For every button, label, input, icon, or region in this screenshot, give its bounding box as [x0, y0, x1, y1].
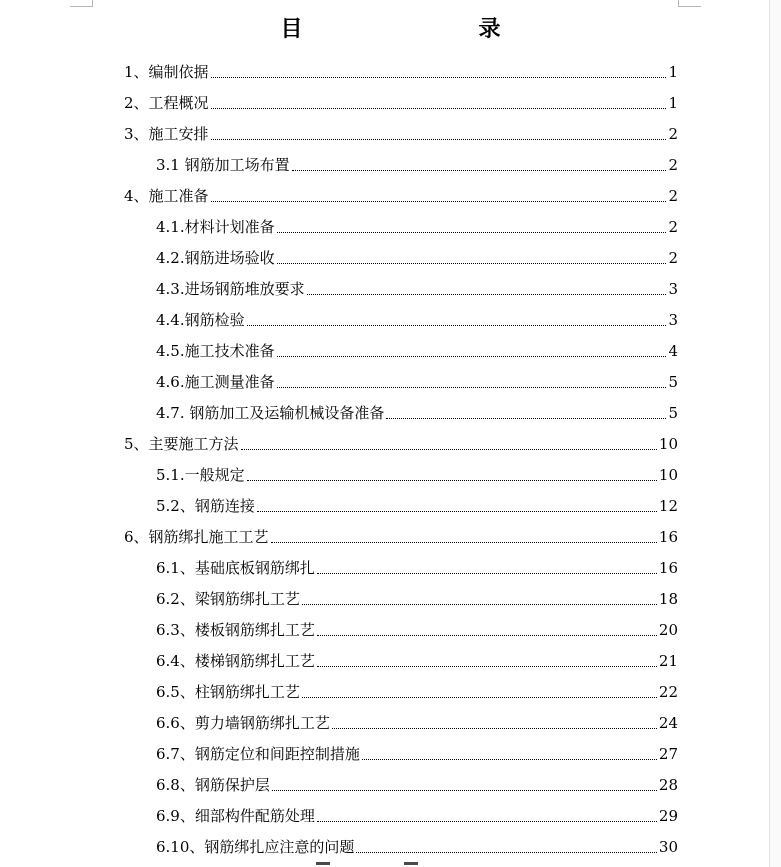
toc-page-number[interactable]: 22: [658, 683, 678, 701]
toc-page-number[interactable]: 16: [658, 528, 678, 546]
toc-entry[interactable]: [156, 335, 678, 366]
toc-entry[interactable]: [156, 459, 678, 490]
toc-entry[interactable]: [156, 676, 678, 707]
toc-entry[interactable]: [156, 769, 678, 800]
toc-page-number[interactable]: 1: [668, 94, 678, 112]
toc-entry-label[interactable]: 6.1、基础底板钢筋绑扎: [156, 559, 315, 577]
toc-dot-leader: [317, 666, 657, 667]
toc-dot-leader: [211, 77, 667, 78]
toc-dot-leader: [386, 418, 666, 419]
toc-entry[interactable]: [156, 366, 678, 397]
top-right-margin-mark: [678, 0, 701, 7]
toc-page-number[interactable]: 29: [658, 807, 678, 825]
toc-page-number[interactable]: 2: [668, 218, 678, 236]
toc-dot-leader: [332, 728, 657, 729]
toc-entry-label[interactable]: 3.1 钢筋加工场布置: [156, 156, 290, 174]
toc-entry-label[interactable]: 4.5.施工技术准备: [156, 342, 275, 360]
toc-page-number[interactable]: 5: [668, 404, 678, 422]
toc-entry-label[interactable]: 5、主要施工方法: [124, 435, 239, 453]
toc-entry[interactable]: [156, 304, 678, 335]
toc-page-number[interactable]: 1: [668, 63, 678, 81]
toc-entry[interactable]: [156, 552, 678, 583]
toc-entry-label[interactable]: 6.4、楼梯钢筋绑扎工艺: [156, 652, 315, 670]
toc-page-number[interactable]: 20: [658, 621, 678, 639]
toc-dot-leader: [317, 635, 657, 636]
toc-entry[interactable]: [156, 397, 678, 428]
toc-entry[interactable]: [156, 583, 678, 614]
toc-dot-leader: [317, 821, 657, 822]
toc-page-number[interactable]: 3: [668, 311, 678, 329]
toc-dot-leader: [292, 170, 667, 171]
toc-dot-leader: [277, 387, 667, 388]
toc-page-number[interactable]: 24: [658, 714, 678, 732]
toc-entry-label[interactable]: 4.4.钢筋检验: [156, 311, 245, 329]
toc-dot-leader: [257, 511, 657, 512]
toc-entry-label[interactable]: 6.6、剪力墙钢筋绑扎工艺: [156, 714, 330, 732]
toc-entry-label[interactable]: 6.5、柱钢筋绑扎工艺: [156, 683, 300, 701]
toc-entry[interactable]: [156, 614, 678, 645]
toc-entry[interactable]: [156, 273, 678, 304]
toc-entry-label[interactable]: 4、施工准备: [124, 187, 209, 205]
toc-entry[interactable]: [156, 738, 678, 769]
toc-entry-label[interactable]: 6.2、梁钢筋绑扎工艺: [156, 590, 300, 608]
toc-entry-label[interactable]: 4.7. 钢筋加工及运输机械设备准备: [156, 404, 385, 422]
toc-page-number[interactable]: 2: [668, 156, 678, 174]
toc-dot-leader: [356, 852, 657, 853]
toc-entry[interactable]: [124, 428, 678, 459]
toc-page-number[interactable]: 2: [668, 125, 678, 143]
toc-page-number[interactable]: 18: [658, 590, 678, 608]
page-break-mark: [404, 862, 418, 865]
toc-page-number[interactable]: 5: [668, 373, 678, 391]
toc-dot-leader: [277, 232, 667, 233]
toc-page-number[interactable]: 3: [668, 280, 678, 298]
toc-page-number[interactable]: 12: [658, 497, 678, 515]
toc-entry[interactable]: [156, 211, 678, 242]
toc-entry[interactable]: [156, 707, 678, 738]
toc-entry-label[interactable]: 6.9、细部构件配筋处理: [156, 807, 315, 825]
toc-dot-leader: [302, 604, 657, 605]
toc-dot-leader: [211, 108, 667, 109]
top-left-margin-mark: [70, 0, 93, 7]
toc-dot-leader: [272, 790, 657, 791]
toc-entry[interactable]: [124, 180, 678, 211]
toc-dot-leader: [317, 573, 657, 574]
toc-entry[interactable]: [124, 56, 678, 87]
page-title: 目 录: [280, 16, 545, 42]
toc-dot-leader: [211, 201, 667, 202]
toc-entry-label[interactable]: 4.3.进场钢筋堆放要求: [156, 280, 305, 298]
toc-entry-label[interactable]: 6、钢筋绑扎施工工艺: [124, 528, 269, 546]
toc-page-number[interactable]: 16: [658, 559, 678, 577]
toc-entry-label[interactable]: 4.1.材料计划准备: [156, 218, 275, 236]
toc-entry[interactable]: [156, 800, 678, 831]
toc-page-number[interactable]: 30: [658, 838, 678, 856]
toc-entry-label[interactable]: 5.2、钢筋连接: [156, 497, 255, 515]
toc-page-number[interactable]: 2: [668, 187, 678, 205]
toc-entry[interactable]: [156, 645, 678, 676]
toc-entry-label[interactable]: 4.6.施工测量准备: [156, 373, 275, 391]
toc-page-number[interactable]: 28: [658, 776, 678, 794]
toc-entry[interactable]: [156, 149, 678, 180]
table-of-contents: [0, 56, 781, 862]
toc-page-number[interactable]: 2: [668, 249, 678, 267]
toc-dot-leader: [271, 542, 657, 543]
page-break-mark: [316, 862, 330, 865]
toc-dot-leader: [362, 759, 657, 760]
toc-entry-label[interactable]: 2、工程概况: [124, 94, 209, 112]
toc-entry-label[interactable]: 4.2.钢筋进场验收: [156, 249, 275, 267]
toc-dot-leader: [307, 294, 667, 295]
toc-page-number[interactable]: 10: [658, 466, 678, 484]
toc-dot-leader: [247, 480, 657, 481]
toc-page-number[interactable]: 10: [658, 435, 678, 453]
toc-entry-label[interactable]: 6.7、钢筋定位和间距控制措施: [156, 745, 360, 763]
toc-entry[interactable]: [124, 87, 678, 118]
toc-dot-leader: [247, 325, 667, 326]
toc-dot-leader: [277, 263, 667, 264]
toc-entry[interactable]: [124, 118, 678, 149]
toc-entry-label[interactable]: 1、编制依据: [124, 63, 209, 81]
toc-entry-label[interactable]: 3、施工安排: [124, 125, 209, 143]
toc-dot-leader: [211, 139, 667, 140]
toc-entry[interactable]: [124, 521, 678, 552]
toc-entry-label[interactable]: 5.1.一般规定: [156, 466, 245, 484]
toc-dot-leader: [277, 356, 667, 357]
toc-dot-leader: [241, 449, 657, 450]
toc-entry[interactable]: [156, 242, 678, 273]
toc-entry[interactable]: [156, 490, 678, 521]
toc-dot-leader: [302, 697, 657, 698]
toc-entry-label[interactable]: 6.8、钢筋保护层: [156, 776, 270, 794]
bottom-page-marks: [316, 860, 426, 867]
toc-entry[interactable]: [156, 831, 678, 862]
toc-entry-label[interactable]: 6.3、楼板钢筋绑扎工艺: [156, 621, 315, 639]
toc-entry-label[interactable]: 6.10、钢筋绑扎应注意的问题: [156, 838, 355, 856]
toc-page-number[interactable]: 27: [658, 745, 678, 763]
toc-page-number[interactable]: 4: [668, 342, 678, 360]
toc-page-number[interactable]: 21: [658, 652, 678, 670]
